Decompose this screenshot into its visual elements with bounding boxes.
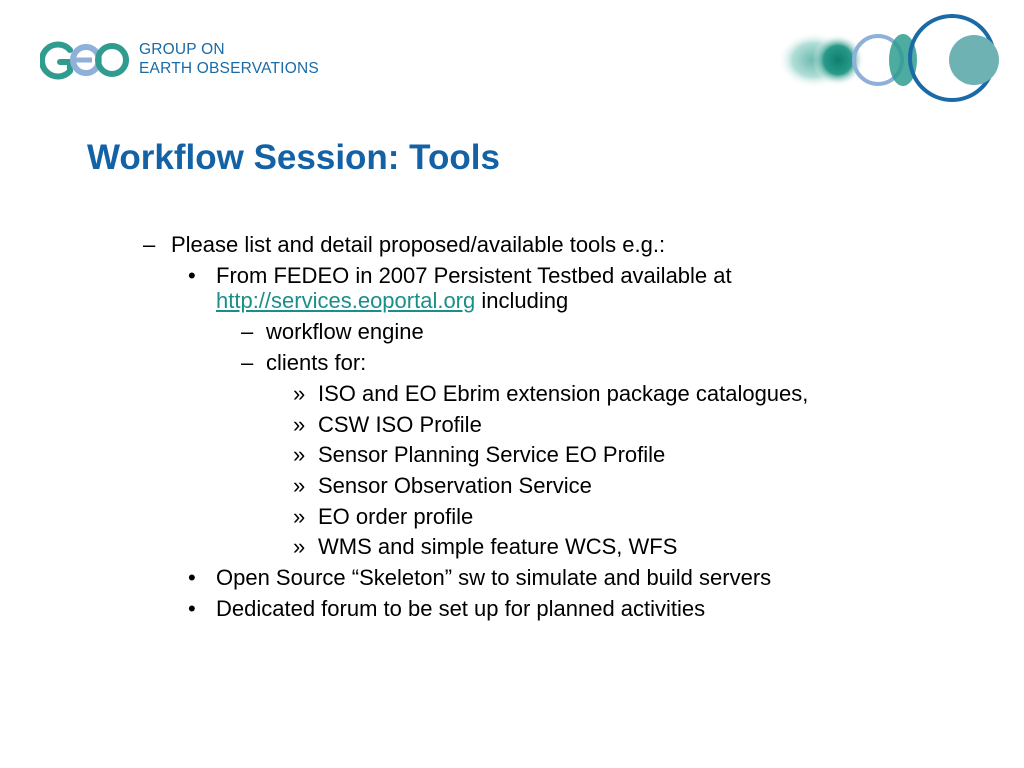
list-marker: • (188, 263, 196, 288)
list-marker: – (241, 350, 254, 375)
list-item-client: CSW ISO Profile (318, 412, 482, 437)
list-marker: » (293, 412, 306, 437)
list-item-level1: Please list and detail proposed/available tools e.g.: (171, 232, 666, 257)
list-marker: » (293, 504, 306, 529)
list-marker: » (293, 381, 306, 406)
list-marker: » (293, 442, 306, 467)
list-marker: » (293, 534, 306, 559)
list-item-forum: Dedicated forum to be set up for planned activities (216, 596, 706, 621)
org-name-line1: GROUP ON (139, 41, 225, 58)
list-marker: • (188, 565, 196, 590)
geo-logo (40, 38, 132, 82)
org-name (139, 40, 319, 78)
decorative-circles-icon (770, 10, 1010, 110)
page-title: Workflow Session: Tools (87, 138, 500, 177)
list-marker: – (143, 232, 156, 257)
including-text: including (475, 288, 569, 313)
eoportal-link[interactable]: http://services.eoportal.org (216, 288, 476, 313)
list-item-client: Sensor Planning Service EO Profile (318, 442, 666, 467)
list-item-client: WMS and simple feature WCS, WFS (318, 534, 678, 559)
list-marker: – (241, 319, 254, 344)
list-item-client: EO order profile (318, 504, 474, 529)
list-item-clients-for: clients for: (266, 350, 367, 375)
list-item-client: ISO and EO Ebrim extension package catalogues, (318, 381, 809, 406)
list-item-workflow-engine: workflow engine (266, 319, 424, 344)
geo-logo-icon (40, 38, 132, 82)
list-item-fedeo-line2 (216, 288, 568, 314)
org-name-line2: EARTH OBSERVATIONS (139, 60, 319, 77)
list-item-fedeo: From FEDEO in 2007 Persistent Testbed available at (216, 263, 732, 288)
list-item-client: Sensor Observation Service (318, 473, 592, 498)
list-marker: • (188, 596, 196, 621)
list-marker: » (293, 473, 306, 498)
list-item-skeleton: Open Source “Skeleton” sw to simulate and build servers (216, 565, 772, 590)
